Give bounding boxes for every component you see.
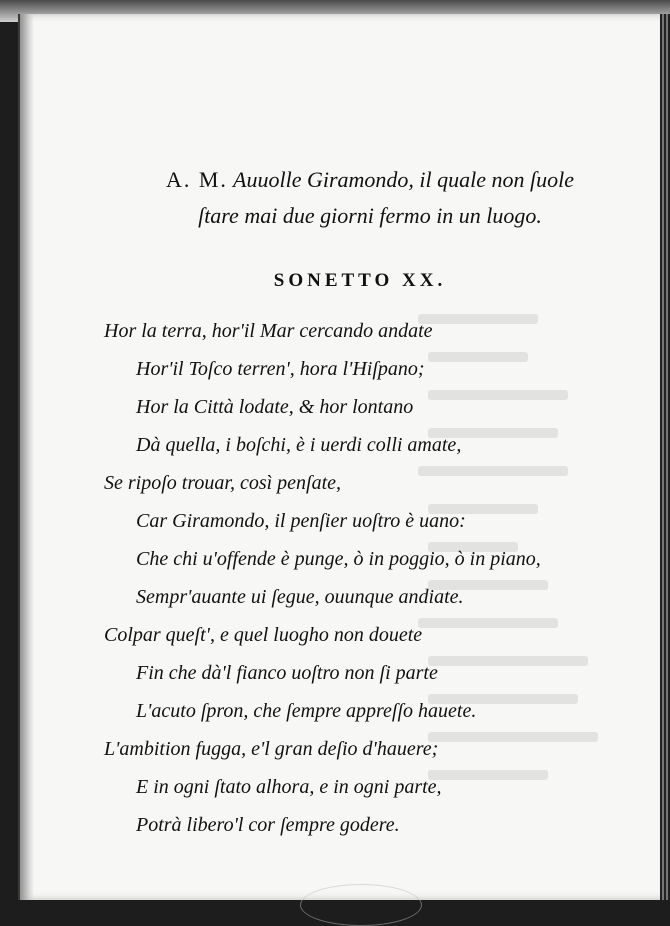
book-page [18, 14, 660, 900]
poem-line: Hor la terra, hor'il Mar cercando andate [104, 320, 433, 342]
library-stamp [300, 884, 422, 926]
poem-line: Sempr'auante ui ſegue, ouunque andiate. [136, 586, 464, 608]
poem-line: L'acuto ſpron, che ſempre appreſſo hauete. [136, 700, 477, 722]
poem-line: Potrà libero'l cor ſempre godere. [136, 814, 400, 836]
poem-line: Dà quella, i boſchi, è i uerdi colli amate, [136, 434, 462, 456]
heading-initials: A. M. [165, 167, 228, 192]
poem-line: Fin che dà'l fianco uoſtro non ſi parte [136, 662, 438, 684]
heading-line-1-text: Auuolle Giramondo, il quale non ſuole [233, 167, 575, 192]
sonnet-number: SONETTO XX. [273, 270, 447, 291]
heading-line-2: ſtare mai due giorni fermo in un luogo. [198, 203, 542, 228]
poem-line: Hor'il Toſco terren', hora l'Hiſpano; [136, 358, 425, 380]
poem-line: Colpar queſt', e quel luogho non douete [104, 624, 423, 646]
sonnet-text [20, 14, 660, 900]
poem-line: Hor la Città lodate, & hor lontano [136, 396, 414, 418]
poem-line: Se ripoſo trouar, così penſate, [104, 472, 342, 494]
page-edge [660, 14, 670, 900]
poem-line: L'ambition fugga, e'l gran deſio d'hauere; [104, 738, 439, 760]
poem-line: Car Giramondo, il penſier uoſtro è uano: [136, 510, 466, 532]
poem-line: Che chi u'offende è punge, ò in poggio, ò in piano, [136, 548, 541, 570]
poem-line: E in ogni ſtato alhora, e in ogni parte, [136, 776, 442, 798]
